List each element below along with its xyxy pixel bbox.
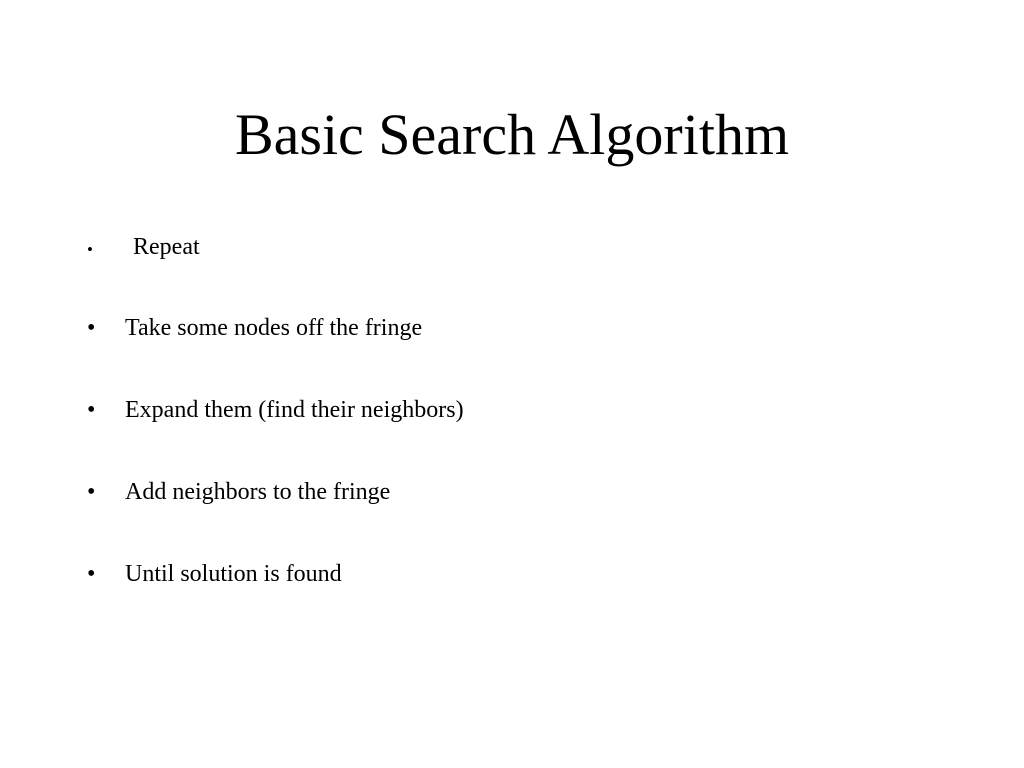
- bullet-text: Add neighbors to the fringe: [125, 479, 391, 505]
- bullet-text: Repeat: [133, 234, 200, 260]
- bullet-dot: •: [87, 240, 93, 259]
- bullet-dot: •: [87, 315, 96, 341]
- slide-title: Basic Search Algorithm: [234, 102, 790, 167]
- bullet-text: Expand them (find their neighbors): [125, 397, 464, 423]
- bullet-dot: •: [87, 397, 96, 423]
- bullet-dot: •: [87, 561, 96, 587]
- bullet-text: Until solution is found: [125, 561, 342, 587]
- bullet-text: Take some nodes off the fringe: [125, 315, 423, 341]
- bullet-dot: •: [87, 479, 96, 505]
